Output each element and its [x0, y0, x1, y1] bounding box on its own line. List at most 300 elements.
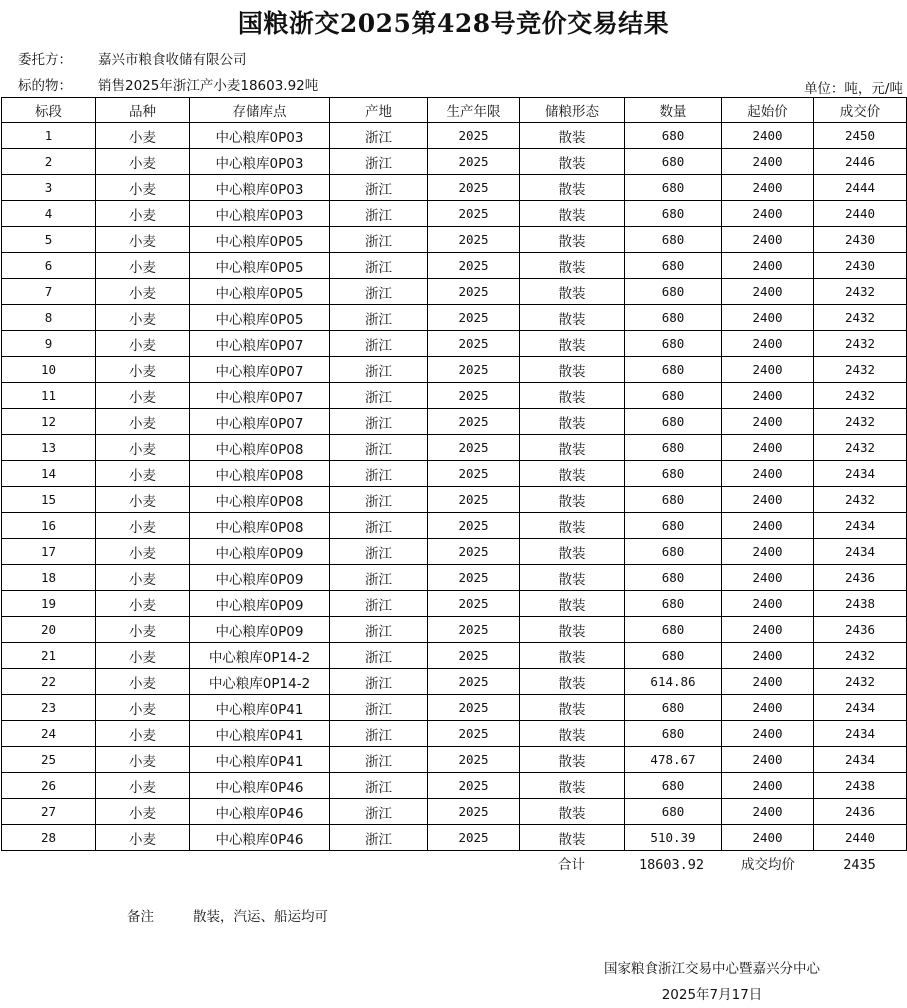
deal-price-cell: 2432 [814, 383, 907, 409]
production-year-cell: 2025 [428, 721, 520, 747]
storage-depot-cell: 中心粮库0P09 [190, 539, 330, 565]
deal-price-cell: 2432 [814, 669, 907, 695]
storage-form-cell: 散装 [520, 747, 625, 773]
storage-depot-cell: 中心粮库0P07 [190, 409, 330, 435]
segment-cell: 7 [2, 279, 96, 305]
starting-price-cell: 2400 [722, 253, 814, 279]
variety-cell: 小麦 [96, 253, 190, 279]
segment-cell: 13 [2, 435, 96, 461]
table-row [2, 487, 907, 513]
starting-price-cell: 2400 [722, 357, 814, 383]
deal-price-cell: 2434 [814, 461, 907, 487]
column-header-deal-price: 成交价 [814, 98, 907, 123]
quantity-cell: 680 [625, 383, 722, 409]
storage-form-cell: 散装 [520, 175, 625, 201]
variety-cell: 小麦 [96, 227, 190, 253]
storage-form-cell: 散装 [520, 695, 625, 721]
origin-cell: 浙江 [330, 253, 428, 279]
segment-cell: 19 [2, 591, 96, 617]
column-header-segment: 标段 [2, 98, 96, 123]
storage-depot-cell: 中心粮库0P07 [190, 383, 330, 409]
storage-depot-cell: 中心粮库0P09 [190, 565, 330, 591]
variety-cell: 小麦 [96, 331, 190, 357]
storage-depot-cell: 中心粮库0P07 [190, 331, 330, 357]
storage-depot-cell: 中心粮库0P08 [190, 513, 330, 539]
storage-form-cell: 散装 [520, 461, 625, 487]
segment-cell: 28 [2, 825, 96, 851]
production-year-cell: 2025 [428, 175, 520, 201]
segment-cell: 8 [2, 305, 96, 331]
table-row [2, 227, 907, 253]
entrust-value: 嘉兴市粮食收储有限公司 [98, 52, 247, 68]
quantity-cell: 680 [625, 591, 722, 617]
storage-form-cell: 散装 [520, 799, 625, 825]
table-row [2, 305, 907, 331]
production-year-cell: 2025 [428, 305, 520, 331]
production-year-cell: 2025 [428, 669, 520, 695]
starting-price-cell: 2400 [722, 565, 814, 591]
storage-form-cell: 散装 [520, 773, 625, 799]
storage-form-cell: 散装 [520, 721, 625, 747]
starting-price-cell: 2400 [722, 175, 814, 201]
segment-cell: 14 [2, 461, 96, 487]
variety-cell: 小麦 [96, 539, 190, 565]
table-row [2, 695, 907, 721]
variety-cell: 小麦 [96, 617, 190, 643]
quantity-cell: 680 [625, 175, 722, 201]
origin-cell: 浙江 [330, 565, 428, 591]
starting-price-cell: 2400 [722, 643, 814, 669]
unit-note: 单位：吨，元/吨 [803, 81, 903, 97]
deal-price-cell: 2432 [814, 487, 907, 513]
deal-price-cell: 2434 [814, 721, 907, 747]
storage-depot-cell: 中心粮库0P05 [190, 253, 330, 279]
variety-cell: 小麦 [96, 773, 190, 799]
origin-cell: 浙江 [330, 461, 428, 487]
quantity-cell: 680 [625, 123, 722, 149]
variety-cell: 小麦 [96, 721, 190, 747]
variety-cell: 小麦 [96, 123, 190, 149]
quantity-cell: 680 [625, 305, 722, 331]
column-header-variety: 品种 [96, 98, 190, 123]
column-header-starting-price: 起始价 [722, 98, 814, 123]
table-row [2, 149, 907, 175]
table-row [2, 643, 907, 669]
quantity-cell: 680 [625, 279, 722, 305]
origin-cell: 浙江 [330, 695, 428, 721]
table-row [2, 721, 907, 747]
storage-form-cell: 散装 [520, 825, 625, 851]
production-year-cell: 2025 [428, 227, 520, 253]
table-row [2, 591, 907, 617]
subject-value: 销售2025年浙江产小麦18603.92吨 [98, 78, 319, 94]
segment-cell: 26 [2, 773, 96, 799]
production-year-cell: 2025 [428, 539, 520, 565]
issuing-organization: 国家粮食浙江交易中心暨嘉兴分中心 [604, 961, 820, 977]
production-year-cell: 2025 [428, 773, 520, 799]
variety-cell: 小麦 [96, 201, 190, 227]
starting-price-cell: 2400 [722, 695, 814, 721]
quantity-cell: 680 [625, 331, 722, 357]
storage-depot-cell: 中心粮库0P05 [190, 305, 330, 331]
quantity-cell: 680 [625, 227, 722, 253]
deal-price-cell: 2430 [814, 227, 907, 253]
storage-depot-cell: 中心粮库0P03 [190, 175, 330, 201]
table-row [2, 773, 907, 799]
column-header-storage-depot: 存储库点 [190, 98, 330, 123]
production-year-cell: 2025 [428, 799, 520, 825]
segment-cell: 1 [2, 123, 96, 149]
storage-form-cell: 散装 [520, 305, 625, 331]
starting-price-cell: 2400 [722, 201, 814, 227]
quantity-cell: 680 [625, 201, 722, 227]
table-row [2, 799, 907, 825]
variety-cell: 小麦 [96, 435, 190, 461]
segment-cell: 3 [2, 175, 96, 201]
storage-form-cell: 散装 [520, 331, 625, 357]
production-year-cell: 2025 [428, 695, 520, 721]
variety-cell: 小麦 [96, 487, 190, 513]
table-row [2, 461, 907, 487]
origin-cell: 浙江 [330, 539, 428, 565]
deal-price-cell: 2434 [814, 695, 907, 721]
quantity-cell: 680 [625, 643, 722, 669]
variety-cell: 小麦 [96, 591, 190, 617]
starting-price-cell: 2400 [722, 617, 814, 643]
segment-cell: 23 [2, 695, 96, 721]
deal-price-cell: 2438 [814, 773, 907, 799]
origin-cell: 浙江 [330, 747, 428, 773]
origin-cell: 浙江 [330, 383, 428, 409]
quantity-cell: 478.67 [625, 747, 722, 773]
quantity-cell: 680 [625, 461, 722, 487]
deal-price-cell: 2432 [814, 435, 907, 461]
table-row [2, 513, 907, 539]
variety-cell: 小麦 [96, 643, 190, 669]
origin-cell: 浙江 [330, 123, 428, 149]
subject-row [0, 76, 600, 96]
storage-form-cell: 散装 [520, 409, 625, 435]
starting-price-cell: 2400 [722, 123, 814, 149]
quantity-cell: 680 [625, 149, 722, 175]
segment-cell: 11 [2, 383, 96, 409]
starting-price-cell: 2400 [722, 487, 814, 513]
segment-cell: 17 [2, 539, 96, 565]
storage-depot-cell: 中心粮库0P08 [190, 461, 330, 487]
starting-price-cell: 2400 [722, 305, 814, 331]
total-value: 18603.92 [638, 857, 705, 873]
variety-cell: 小麦 [96, 383, 190, 409]
storage-form-cell: 散装 [520, 513, 625, 539]
storage-depot-cell: 中心粮库0P08 [190, 435, 330, 461]
variety-cell: 小麦 [96, 565, 190, 591]
quantity-cell: 680 [625, 539, 722, 565]
production-year-cell: 2025 [428, 383, 520, 409]
table-row [2, 617, 907, 643]
production-year-cell: 2025 [428, 331, 520, 357]
storage-form-cell: 散装 [520, 435, 625, 461]
quantity-cell: 680 [625, 435, 722, 461]
table-row [2, 123, 907, 149]
table-row [2, 279, 907, 305]
storage-depot-cell: 中心粮库0P46 [190, 773, 330, 799]
origin-cell: 浙江 [330, 149, 428, 175]
variety-cell: 小麦 [96, 409, 190, 435]
production-year-cell: 2025 [428, 149, 520, 175]
deal-price-cell: 2432 [814, 305, 907, 331]
starting-price-cell: 2400 [722, 435, 814, 461]
starting-price-cell: 2400 [722, 669, 814, 695]
starting-price-cell: 2400 [722, 461, 814, 487]
storage-form-cell: 散装 [520, 617, 625, 643]
note-label: 备注 [127, 909, 154, 925]
starting-price-cell: 2400 [722, 149, 814, 175]
deal-price-cell: 2444 [814, 175, 907, 201]
table-row [2, 331, 907, 357]
origin-cell: 浙江 [330, 513, 428, 539]
note-text: 散装，汽运、船运均可 [193, 909, 328, 925]
table-header-row [2, 98, 907, 123]
entrust-label: 委托方： [18, 52, 72, 68]
segment-cell: 5 [2, 227, 96, 253]
quantity-cell: 680 [625, 409, 722, 435]
origin-cell: 浙江 [330, 669, 428, 695]
origin-cell: 浙江 [330, 617, 428, 643]
production-year-cell: 2025 [428, 747, 520, 773]
production-year-cell: 2025 [428, 279, 520, 305]
total-label: 合计 [558, 857, 585, 873]
segment-cell: 6 [2, 253, 96, 279]
starting-price-cell: 2400 [722, 409, 814, 435]
deal-price-cell: 2432 [814, 279, 907, 305]
table-row [2, 565, 907, 591]
starting-price-cell: 2400 [722, 747, 814, 773]
table-row [2, 253, 907, 279]
segment-cell: 4 [2, 201, 96, 227]
deal-price-cell: 2434 [814, 513, 907, 539]
origin-cell: 浙江 [330, 487, 428, 513]
segment-cell: 15 [2, 487, 96, 513]
variety-cell: 小麦 [96, 695, 190, 721]
storage-depot-cell: 中心粮库0P46 [190, 799, 330, 825]
table-row [2, 669, 907, 695]
production-year-cell: 2025 [428, 123, 520, 149]
variety-cell: 小麦 [96, 357, 190, 383]
production-year-cell: 2025 [428, 643, 520, 669]
column-header-production-year: 生产年限 [428, 98, 520, 123]
storage-depot-cell: 中心粮库0P09 [190, 591, 330, 617]
table-row [2, 383, 907, 409]
origin-cell: 浙江 [330, 357, 428, 383]
starting-price-cell: 2400 [722, 513, 814, 539]
deal-price-cell: 2446 [814, 149, 907, 175]
segment-cell: 20 [2, 617, 96, 643]
storage-form-cell: 散装 [520, 539, 625, 565]
storage-depot-cell: 中心粮库0P41 [190, 747, 330, 773]
quantity-cell: 680 [625, 487, 722, 513]
segment-cell: 25 [2, 747, 96, 773]
production-year-cell: 2025 [428, 357, 520, 383]
storage-depot-cell: 中心粮库0P41 [190, 721, 330, 747]
quantity-cell: 680 [625, 695, 722, 721]
storage-form-cell: 散装 [520, 253, 625, 279]
starting-price-cell: 2400 [722, 383, 814, 409]
quantity-cell: 510.39 [625, 825, 722, 851]
segment-cell: 10 [2, 357, 96, 383]
segment-cell: 9 [2, 331, 96, 357]
segment-cell: 24 [2, 721, 96, 747]
storage-form-cell: 散装 [520, 123, 625, 149]
production-year-cell: 2025 [428, 461, 520, 487]
origin-cell: 浙江 [330, 175, 428, 201]
production-year-cell: 2025 [428, 409, 520, 435]
storage-form-cell: 散装 [520, 669, 625, 695]
origin-cell: 浙江 [330, 825, 428, 851]
origin-cell: 浙江 [330, 331, 428, 357]
deal-price-cell: 2436 [814, 617, 907, 643]
starting-price-cell: 2400 [722, 331, 814, 357]
variety-cell: 小麦 [96, 825, 190, 851]
avg-price-label: 成交均价 [741, 857, 795, 873]
production-year-cell: 2025 [428, 253, 520, 279]
deal-price-cell: 2434 [814, 539, 907, 565]
segment-cell: 22 [2, 669, 96, 695]
production-year-cell: 2025 [428, 565, 520, 591]
issue-date: 2025年7月17日 [661, 987, 763, 1003]
storage-form-cell: 散装 [520, 357, 625, 383]
deal-price-cell: 2440 [814, 201, 907, 227]
origin-cell: 浙江 [330, 305, 428, 331]
quantity-cell: 680 [625, 357, 722, 383]
deal-price-cell: 2440 [814, 825, 907, 851]
variety-cell: 小麦 [96, 305, 190, 331]
production-year-cell: 2025 [428, 825, 520, 851]
origin-cell: 浙江 [330, 799, 428, 825]
table-row [2, 539, 907, 565]
deal-price-cell: 2434 [814, 747, 907, 773]
production-year-cell: 2025 [428, 591, 520, 617]
storage-form-cell: 散装 [520, 149, 625, 175]
table-row [2, 435, 907, 461]
deal-price-cell: 2432 [814, 357, 907, 383]
quantity-cell: 680 [625, 799, 722, 825]
result-table [1, 97, 907, 851]
variety-cell: 小麦 [96, 461, 190, 487]
storage-depot-cell: 中心粮库0P09 [190, 617, 330, 643]
production-year-cell: 2025 [428, 487, 520, 513]
variety-cell: 小麦 [96, 669, 190, 695]
subject-label: 标的物： [18, 78, 72, 94]
starting-price-cell: 2400 [722, 721, 814, 747]
production-year-cell: 2025 [428, 617, 520, 643]
segment-cell: 12 [2, 409, 96, 435]
storage-depot-cell: 中心粮库0P08 [190, 487, 330, 513]
storage-depot-cell: 中心粮库0P07 [190, 357, 330, 383]
variety-cell: 小麦 [96, 279, 190, 305]
deal-price-cell: 2430 [814, 253, 907, 279]
storage-depot-cell: 中心粮库0P03 [190, 201, 330, 227]
storage-form-cell: 散装 [520, 487, 625, 513]
segment-cell: 27 [2, 799, 96, 825]
storage-form-cell: 散装 [520, 591, 625, 617]
storage-depot-cell: 中心粮库0P14-2 [190, 669, 330, 695]
column-header-storage-form: 储粮形态 [520, 98, 625, 123]
starting-price-cell: 2400 [722, 539, 814, 565]
starting-price-cell: 2400 [722, 227, 814, 253]
quantity-cell: 680 [625, 617, 722, 643]
storage-depot-cell: 中心粮库0P41 [190, 695, 330, 721]
storage-form-cell: 散装 [520, 279, 625, 305]
starting-price-cell: 2400 [722, 799, 814, 825]
table-body [2, 123, 907, 851]
origin-cell: 浙江 [330, 643, 428, 669]
column-header-quantity: 数量 [625, 98, 722, 123]
storage-depot-cell: 中心粮库0P46 [190, 825, 330, 851]
starting-price-cell: 2400 [722, 825, 814, 851]
variety-cell: 小麦 [96, 513, 190, 539]
quantity-cell: 680 [625, 253, 722, 279]
quantity-cell: 680 [625, 773, 722, 799]
origin-cell: 浙江 [330, 227, 428, 253]
table-row [2, 747, 907, 773]
starting-price-cell: 2400 [722, 773, 814, 799]
table-row [2, 201, 907, 227]
origin-cell: 浙江 [330, 721, 428, 747]
variety-cell: 小麦 [96, 747, 190, 773]
segment-cell: 2 [2, 149, 96, 175]
column-header-origin: 产地 [330, 98, 428, 123]
deal-price-cell: 2436 [814, 565, 907, 591]
storage-form-cell: 散装 [520, 383, 625, 409]
storage-depot-cell: 中心粮库0P03 [190, 123, 330, 149]
entrust-row [0, 50, 600, 70]
deal-price-cell: 2432 [814, 643, 907, 669]
segment-cell: 16 [2, 513, 96, 539]
origin-cell: 浙江 [330, 279, 428, 305]
origin-cell: 浙江 [330, 435, 428, 461]
storage-depot-cell: 中心粮库0P03 [190, 149, 330, 175]
storage-depot-cell: 中心粮库0P05 [190, 279, 330, 305]
starting-price-cell: 2400 [722, 591, 814, 617]
table-row [2, 825, 907, 851]
origin-cell: 浙江 [330, 591, 428, 617]
origin-cell: 浙江 [330, 409, 428, 435]
storage-depot-cell: 中心粮库0P05 [190, 227, 330, 253]
deal-price-cell: 2436 [814, 799, 907, 825]
deal-price-cell: 2432 [814, 409, 907, 435]
production-year-cell: 2025 [428, 201, 520, 227]
storage-form-cell: 散装 [520, 227, 625, 253]
document-title: 国粮浙交2025第428号竞价交易结果 [237, 9, 670, 38]
origin-cell: 浙江 [330, 773, 428, 799]
quantity-cell: 680 [625, 721, 722, 747]
variety-cell: 小麦 [96, 799, 190, 825]
quantity-cell: 680 [625, 513, 722, 539]
table-row [2, 357, 907, 383]
storage-form-cell: 散装 [520, 201, 625, 227]
quantity-cell: 614.86 [625, 669, 722, 695]
deal-price-cell: 2432 [814, 331, 907, 357]
avg-price-value: 2435 [843, 857, 876, 873]
production-year-cell: 2025 [428, 513, 520, 539]
storage-form-cell: 散装 [520, 643, 625, 669]
quantity-cell: 680 [625, 565, 722, 591]
table-row [2, 409, 907, 435]
variety-cell: 小麦 [96, 175, 190, 201]
deal-price-cell: 2438 [814, 591, 907, 617]
deal-price-cell: 2450 [814, 123, 907, 149]
starting-price-cell: 2400 [722, 279, 814, 305]
